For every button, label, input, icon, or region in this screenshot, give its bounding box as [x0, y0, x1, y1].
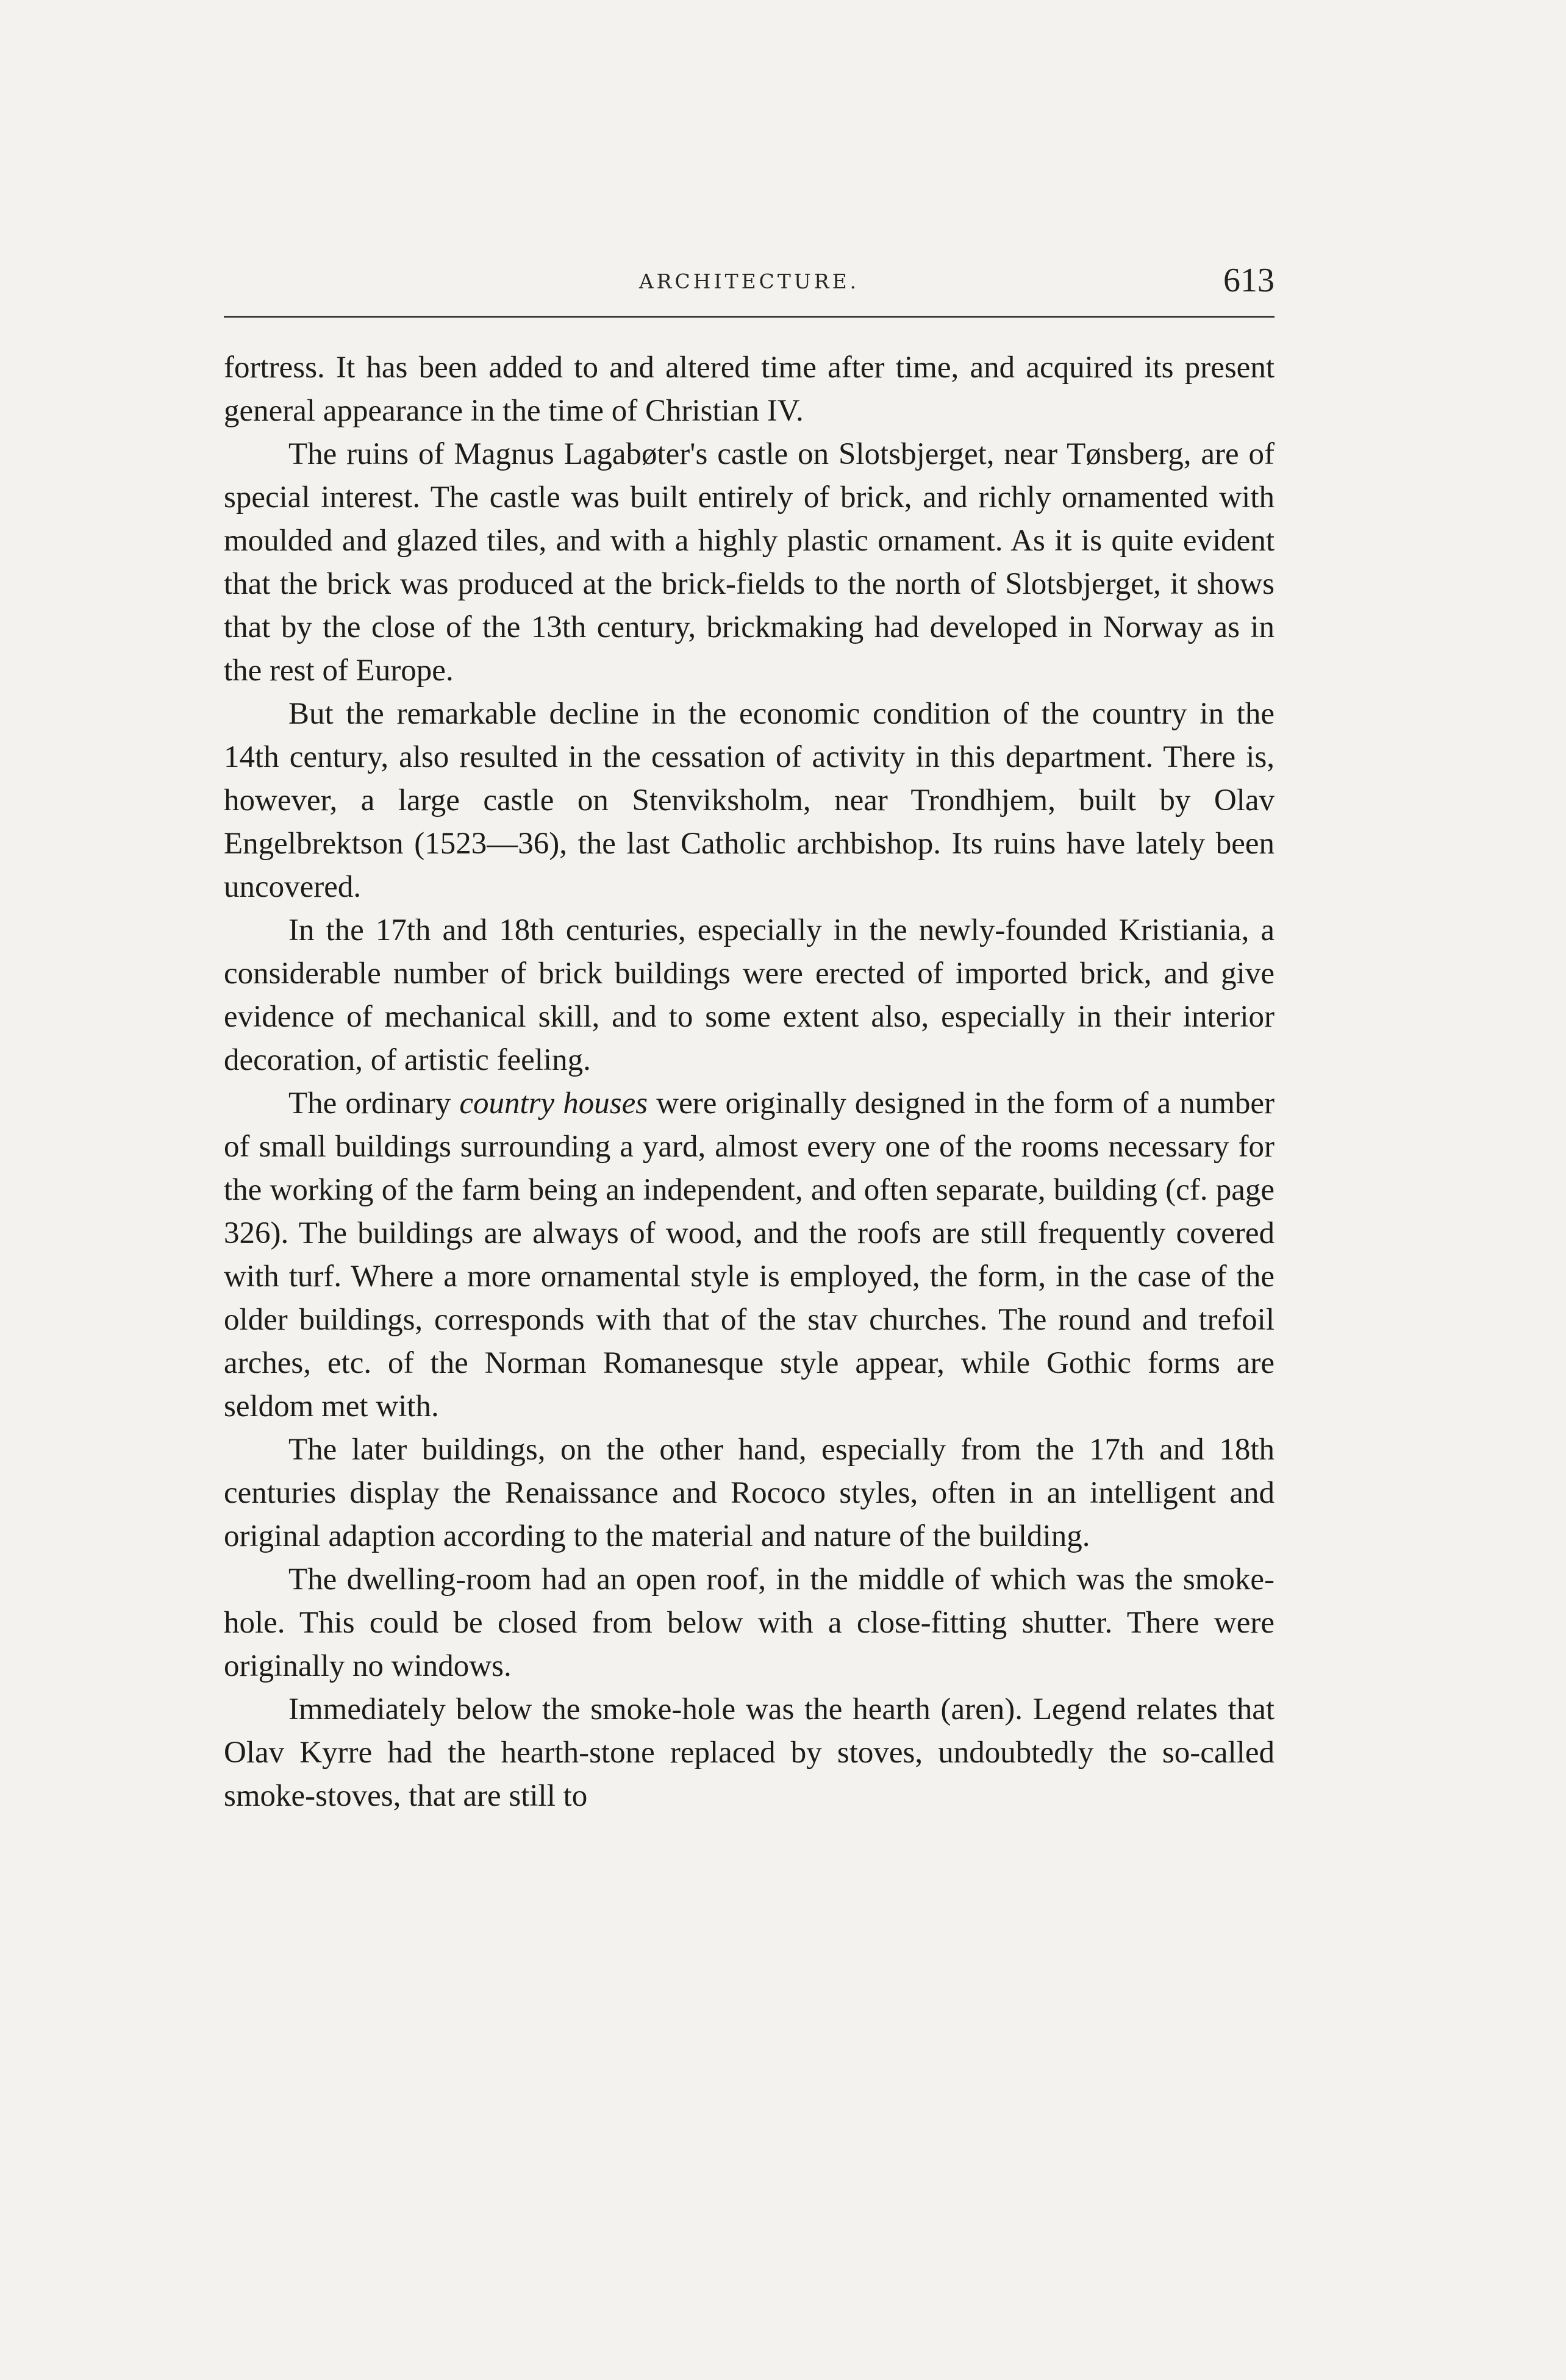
- paragraph-8: Immediately below the smoke-hole was the hearth (aren). Legend relates that Olav Kyrre had the hearth-stone replaced by stoves, undoubtedly the so-called smoke-stoves, that are still to: [224, 1692, 1275, 1813]
- paragraph-5: [224, 1082, 1275, 1428]
- paragraph-2: The ruins of Magnus Lagabøter's castle on Slotsbjerget, near Tønsberg, are of special interest. The castle was built entirely of brick, and richly ornamented with moulded and glazed tiles, and with a highly plastic ornament. As it is quite evident that the brick was produced at the brick-fields to the north of Slotsbjerget, it shows that by the close of the 13th century, brickmaking had developed in Norway as in the rest of Europe.: [224, 437, 1275, 688]
- paragraph-5-emphasis: country houses: [459, 1086, 648, 1121]
- body-text: [224, 346, 1275, 1818]
- paragraph-3: But the remarkable decline in the economic condition of the country in the 14th century, also resulted in the cessation of activity in this department. There is, however, a large castle on Stenviksholm, near Trondhjem, built by Olav Engelbrektson (1523—36), the last Catholic archbishop. Its ruins have lately been uncovered.: [224, 697, 1275, 904]
- paragraph-4: In the 17th and 18th centuries, especially in the newly-founded Kristiania, a considerable number of brick buildings were erected of imported brick, and give evidence of mechanical skill, and to some extent also, especially in their interior decoration, of artistic feeling.: [224, 913, 1275, 1077]
- paragraph-5-rest: were originally designed in the form of a number of small buildings surrounding a yard, almost every one of the rooms necessary for the working of the farm being an independent, and often separate, building (cf. page 326). The buildings are always of wood, and the roofs are still frequently covered with turf. Where a more ornamental style is employed, the form, in the case of the older buildings, corresponds with that of the stav churches. The round and trefoil arches, etc. of the Norman Romanesque style appear, while Gothic forms are seldom met with.: [224, 1086, 1275, 1423]
- paragraph-6: The later buildings, on the other hand, especially from the 17th and 18th centuries display the Renaissance and Rococo styles, often in an intelligent and original adaption according to the material and nature of the building.: [224, 1433, 1275, 1553]
- paragraph-1: fortress. It has been added to and altered time after time, and acquired its present general appearance in the time of Christian IV.: [224, 351, 1275, 428]
- running-head: ARCHITECTURE.: [638, 269, 860, 293]
- page-header: [224, 261, 1275, 318]
- paragraph-5-lead: The ordinary: [288, 1086, 460, 1121]
- page-number: 613: [1223, 262, 1275, 299]
- paragraph-7: The dwelling-room had an open roof, in the middle of which was the smoke-hole. This could be closed from below with a close-fitting shutter. There were originally no windows.: [224, 1562, 1275, 1683]
